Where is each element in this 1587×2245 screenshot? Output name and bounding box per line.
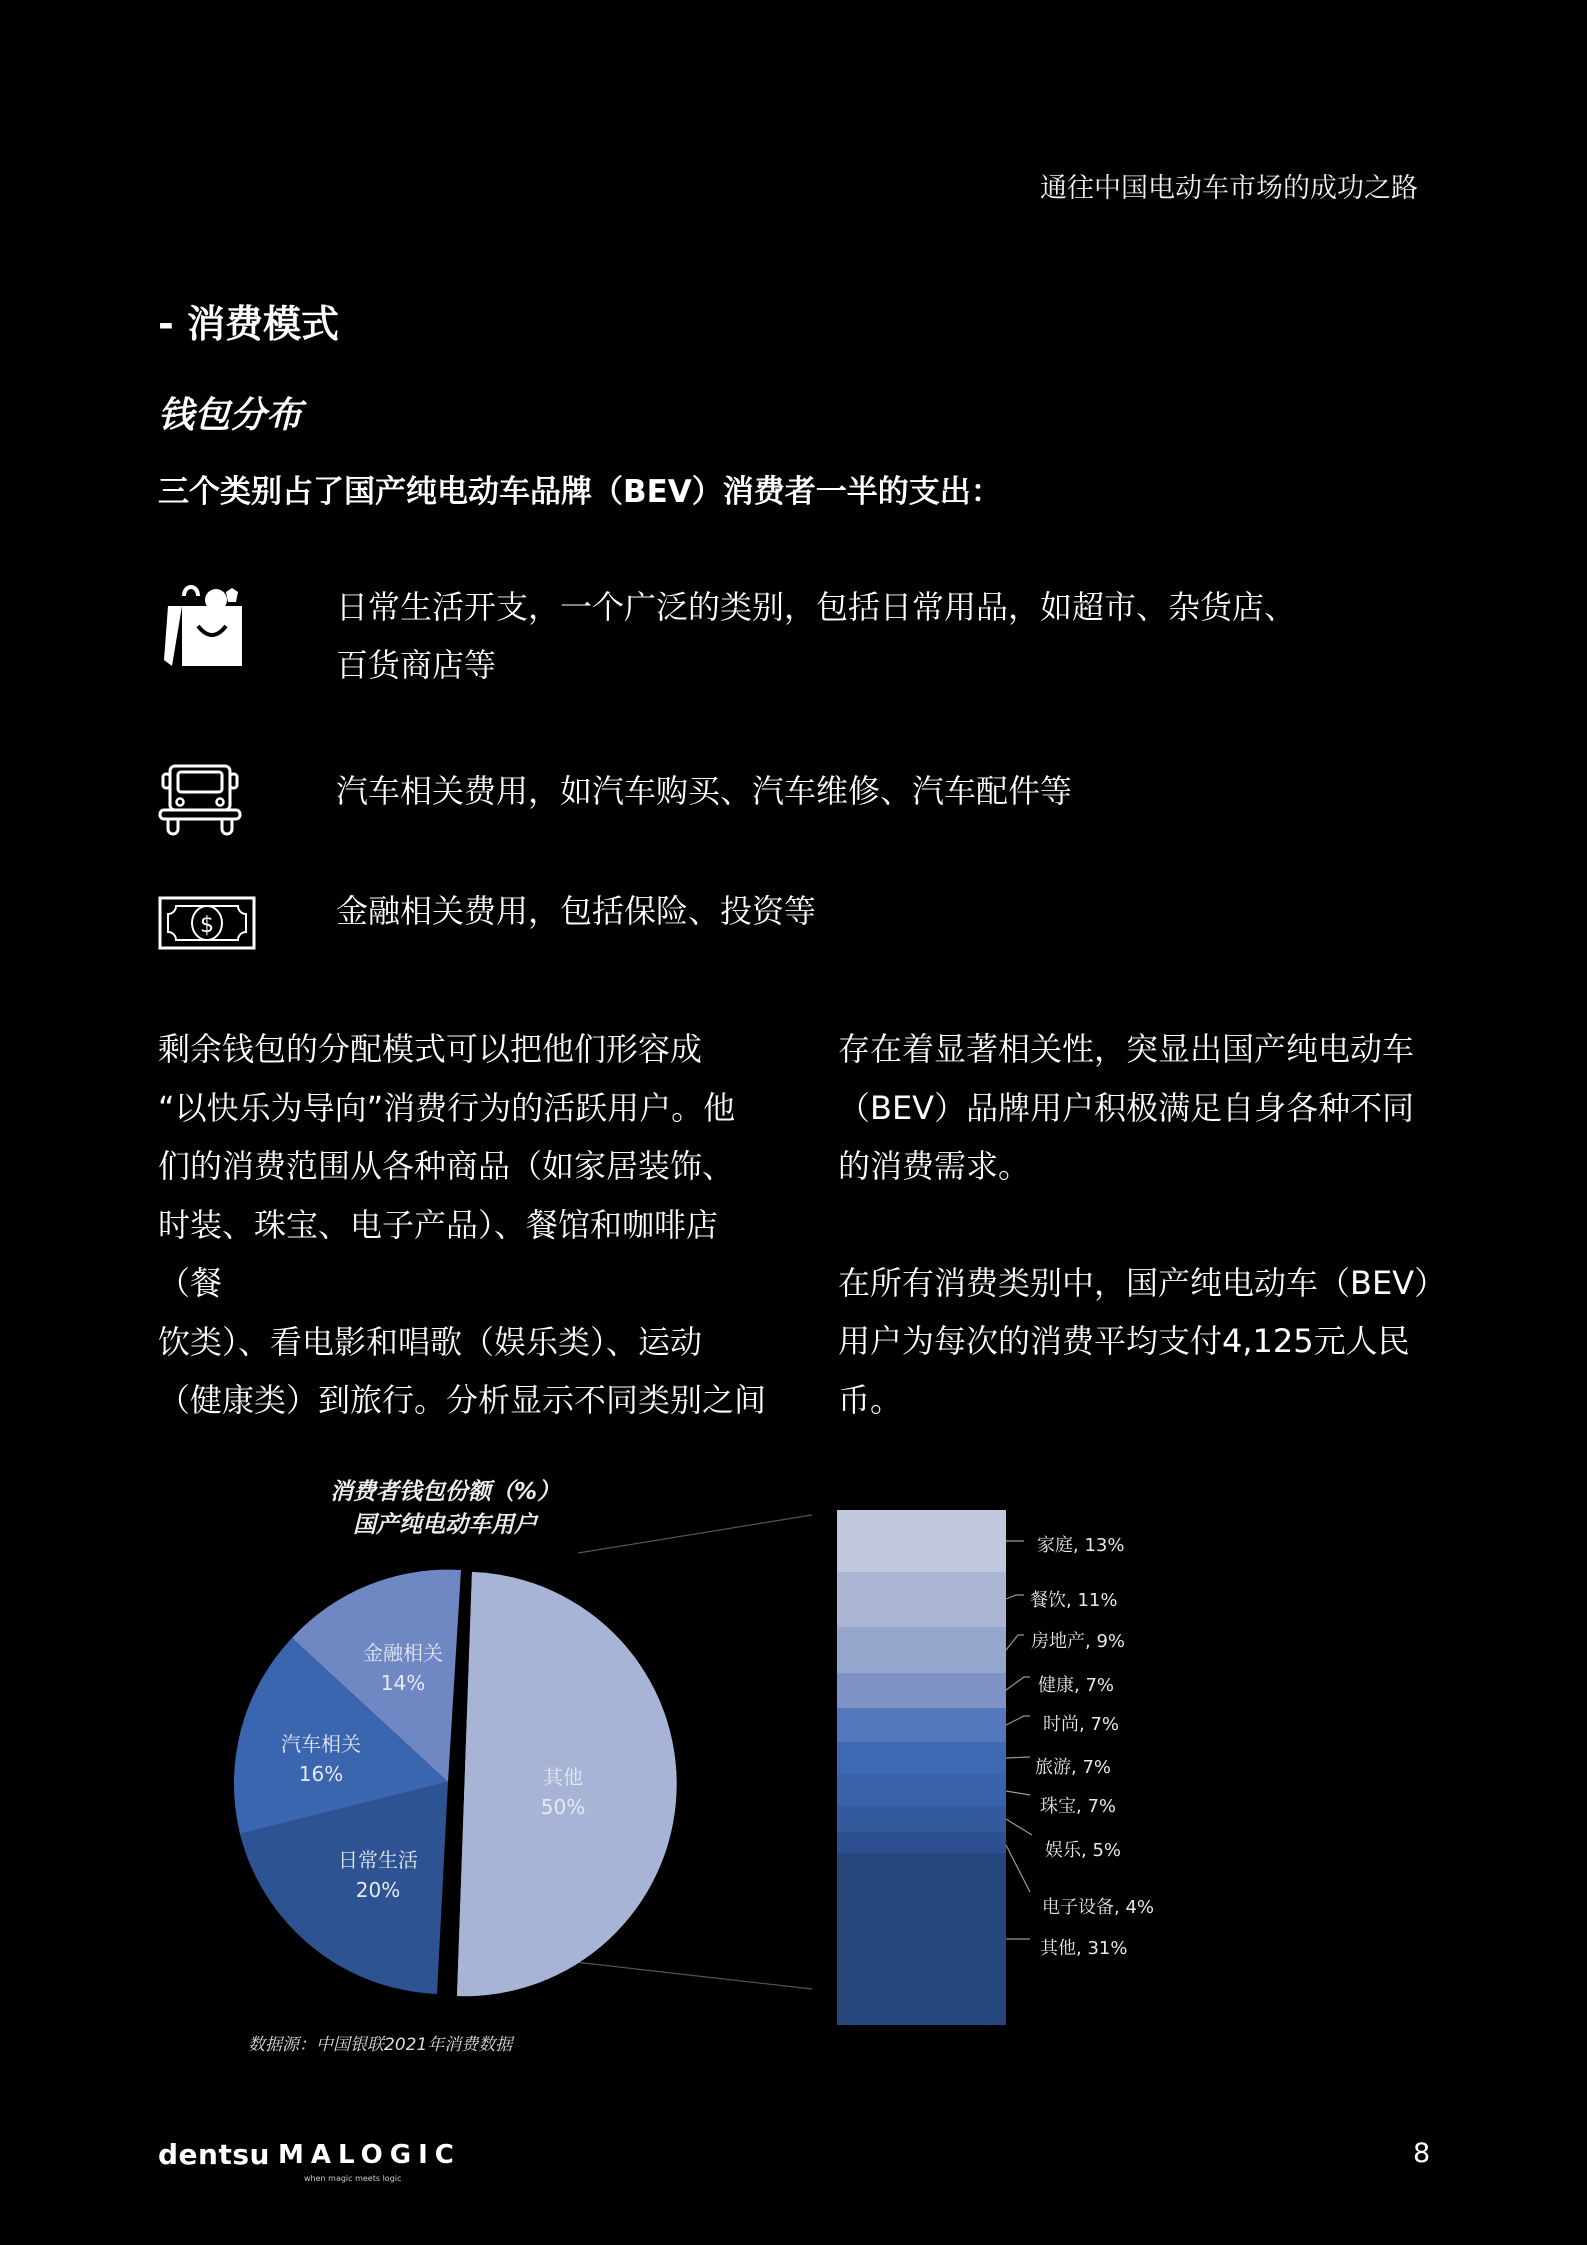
body-line: 用户为每次的消费平均支付4,125元人民 xyxy=(838,1322,1410,1360)
pie-label-daily: 日常生活 20% xyxy=(338,1848,418,1902)
bar-label: 时尚, 7% xyxy=(1043,1714,1119,1735)
bar-label: 电子设备, 4% xyxy=(1042,1897,1154,1918)
svg-text:$: $ xyxy=(200,913,214,938)
running-title: 通往中国电动车市场的成功之路 xyxy=(1040,173,1418,204)
section-title: - 消费模式 xyxy=(158,302,340,346)
body-line: （健康类）到旅行。分析显示不同类别之间 xyxy=(158,1381,767,1419)
category-text-line1: 汽车相关费用，如汽车购买、汽车维修、汽车配件等 xyxy=(336,772,1073,810)
page-number: 8 xyxy=(1413,2138,1431,2169)
chart-title: 消费者钱包份额（%） 国产纯电动车用户 xyxy=(330,1479,561,1538)
stacked-bar xyxy=(837,1510,1006,2025)
malogic-logo: MALOGIC xyxy=(278,2140,461,2170)
leader-lines xyxy=(1006,1541,1032,1939)
bar-label: 健康, 7% xyxy=(1038,1675,1114,1696)
body-line: 币。 xyxy=(838,1380,903,1419)
body-line: 饮类）、看电影和唱歌（娱乐类）、运动 xyxy=(158,1322,703,1361)
bar-label: 餐饮, 11% xyxy=(1030,1590,1118,1611)
category-text-line1: 日常生活开支，一个广泛的类别，包括日常用品，如超市、杂货店、 xyxy=(336,588,1297,626)
body-line: “以快乐为导向”消费行为的活跃用户。他 xyxy=(158,1088,736,1127)
body-line: 时装、珠宝、电子产品）、餐馆和咖啡店（餐 xyxy=(158,1205,719,1302)
bar-label: 旅游, 7% xyxy=(1035,1757,1111,1778)
malogic-tagline: when magic meets logic xyxy=(304,2174,402,2183)
lead-sentence: 三个类别占了国产纯电动车品牌（BEV）消费者一半的支出： xyxy=(158,474,1002,510)
bar-label: 其他, 31% xyxy=(1040,1938,1128,1959)
bar-label: 珠宝, 7% xyxy=(1040,1796,1116,1817)
body-line: （BEV）品牌用户积极满足自身各种不同 xyxy=(838,1088,1415,1127)
dentsu-logo: dentsu xyxy=(158,2138,270,2171)
body-line: 在所有消费类别中，国产纯电动车（BEV） xyxy=(838,1263,1447,1302)
bar-label: 家庭, 13% xyxy=(1037,1535,1125,1556)
body-line: 存在着显著相关性，突显出国产纯电动车 xyxy=(838,1030,1415,1068)
connector-line-top xyxy=(578,1515,812,1553)
bar-label: 房地产, 9% xyxy=(1031,1631,1125,1652)
body-line: 剩余钱包的分配模式可以把他们形容成 xyxy=(158,1030,703,1068)
connector-line-bottom xyxy=(575,1962,812,1989)
sub-title: 钱包分布 xyxy=(158,395,303,436)
body-line: 们的消费范围从各种商品（如家居装饰、 xyxy=(158,1147,735,1185)
pie-label-other: 其他 50% xyxy=(540,1765,586,1819)
bar-label: 娱乐, 5% xyxy=(1045,1840,1121,1861)
category-text-line2: 百货商店等 xyxy=(336,646,497,684)
pie-label-car: 汽车相关 16% xyxy=(281,1732,361,1786)
body-line: 的消费需求。 xyxy=(838,1147,1031,1185)
chart-source: 数据源：中国银联2021年消费数据 xyxy=(248,2035,513,2055)
category-text-line1: 金融相关费用，包括保险、投资等 xyxy=(336,892,817,930)
pie-label-finance: 金融相关 14% xyxy=(363,1641,443,1695)
